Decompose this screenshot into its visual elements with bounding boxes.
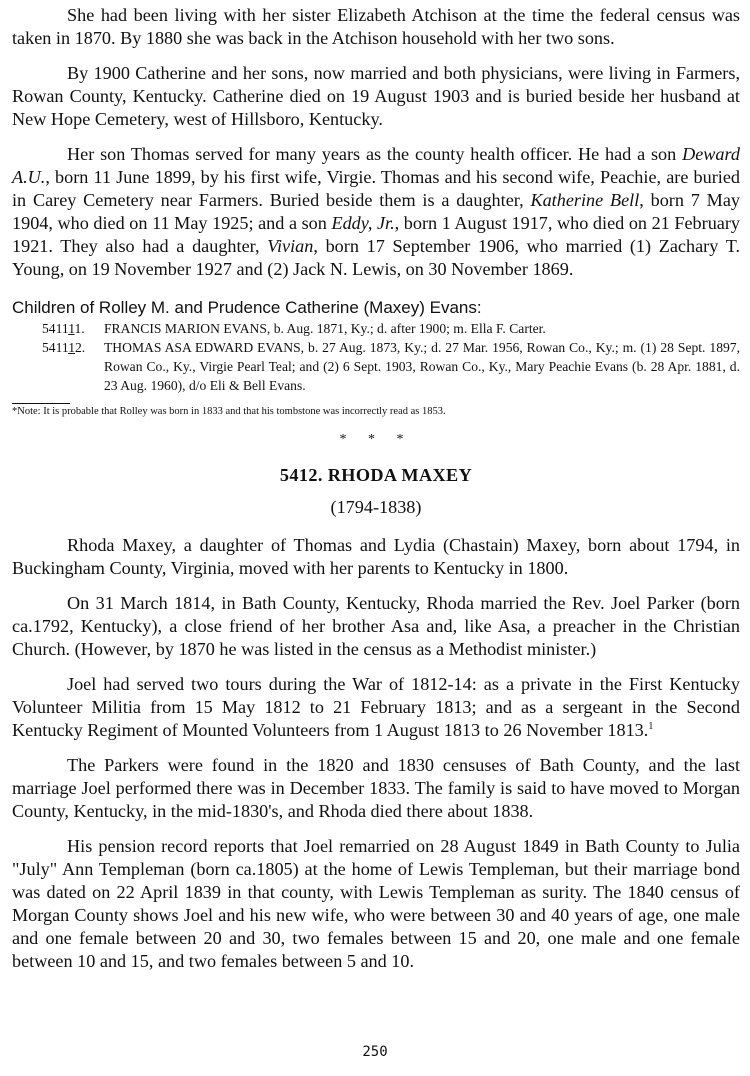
section-title: 5412. RHODA MAXEY [279, 465, 473, 485]
section-dates: (1794-1838) [330, 497, 422, 517]
paragraph-rhoda-marriage: On 31 March 1814, in Bath County, Kentucky, Rhoda married the Rev. Joel Parker (born ca.1792, Kentucky), a close friend of her brother Asa and, like Asa, a preacher in the Christian Church. (However, by 1870 he was listed in the census as a Methodist minister.) [12, 593, 740, 659]
paragraph-catherine-1900: By 1900 Catherine and her sons, now married and both physicians, were living in Farmers, Rowan County, Kentucky. Catherine died on 19 August 1903 and is buried beside her husband at New Hope Cemetery, west of Hillsboro, Kentucky. [12, 63, 740, 129]
name-katherine-bell: Katherine Bell [530, 190, 640, 210]
footnote-rule [12, 403, 70, 404]
name-vivian: Vivian [267, 236, 314, 256]
name-deward: Deward A.U. [12, 144, 740, 187]
name-eddy-jr: Eddy, Jr. [331, 213, 395, 233]
child-number: 541111. [42, 321, 85, 336]
document-page [12, 4, 740, 985]
child-text: THOMAS ASA EDWARD EVANS, b. 27 Aug. 1873, Ky.; d. 27 Mar. 1956, Rowan Co., Ky.; m. (1) 28 Sept. 1897, Rowan Co., Ky., Virgie Pearl Teal; and (2) 6 Sept. 1903, Rowan Co., Ky., Mary Peachie Evans (b. 28 Apr. 1881, d. 23 Aug. 1960), d/o Eli & Bell Evans. [104, 340, 740, 393]
paragraph-war-service: Joel had served two tours during the War of 1812-14: as a private in the First Kentucky Volunteer Militia from 15 May 1812 to 21 February 1813; and as a sergeant in the Second Kentucky Regiment of Mounted Volunteers from 1 August 1813 to 26 November 1813.$^1$ [12, 674, 740, 740]
footnote-reference: 1 [648, 720, 654, 732]
paragraph-rhoda-birth: Rhoda Maxey, a daughter of Thomas and Lydia (Chastain) Maxey, born about 1794, in Buckingham County, Virginia, moved with her parents to Kentucky in 1800. [12, 535, 740, 578]
section-separator: * * * [339, 432, 413, 447]
footnote: *Note: It is probable that Rolley was born in 1833 and that his tombstone was incorrectly read as 1853. [12, 406, 446, 417]
paragraph-censuses: The Parkers were found in the 1820 and 1830 censuses of Bath County, and the last marriage Joel performed there was in December 1833. The family is said to have moved to Morgan County, Kentucky, in the mid-1830's, and Rhoda died there about 1838. [12, 755, 740, 821]
paragraph-census-1870: She had been living with her sister Elizabeth Atchison at the time the federal census was taken in 1870. By 1880 she was back in the Atchison household with her two sons. [12, 5, 740, 48]
child-text: FRANCIS MARION EVANS, b. Aug. 1871, Ky.; d. after 1900; m. Ella F. Carter. [104, 321, 546, 336]
child-entry-thomas [12, 338, 740, 395]
child-number: 541112. [42, 340, 86, 355]
children-heading: Children of Rolley M. and Prudence Catherine (Maxey) Evans: [12, 298, 482, 317]
paragraph-thomas: Her son Thomas served for many years as the county health officer. He had a son Deward A.U., born 11 June 1899, by his first wife, Virgie. Thomas and his second wife, Peachie, are buried in Carey Cemetery near Farmers. Buried beside them is a daughter, Katherine Bell, born 7 May 1904, who died on 11 May 1925; and a son Eddy, Jr., born 1 August 1917, who died on 21 February 1921. They also had a daughter, Vivian, born 17 September 1906, who married (1) Zachary T. Young, on 19 November 1927 and (2) Jack N. Lewis, on 30 November 1869. [12, 144, 741, 279]
paragraph-pension-record: His pension record reports that Joel remarried on 28 August 1849 in Bath County to Julia "July" Ann Templeman (born ca.1805) at the home of Lewis Templeman, but their marriage bond was dated on 22 April 1839 in that county, with Lewis Templeman as surity. The 1840 census of Morgan County shows Joel and his new wife, who were between 30 and 40 years of age, one male and one female between 20 and 30, two females between 15 and 20, one male and one female between 10 and 15, and two females between 5 and 10. [12, 836, 740, 971]
page-number: 250 [362, 1044, 388, 1060]
child-entry-francis [12, 319, 740, 338]
